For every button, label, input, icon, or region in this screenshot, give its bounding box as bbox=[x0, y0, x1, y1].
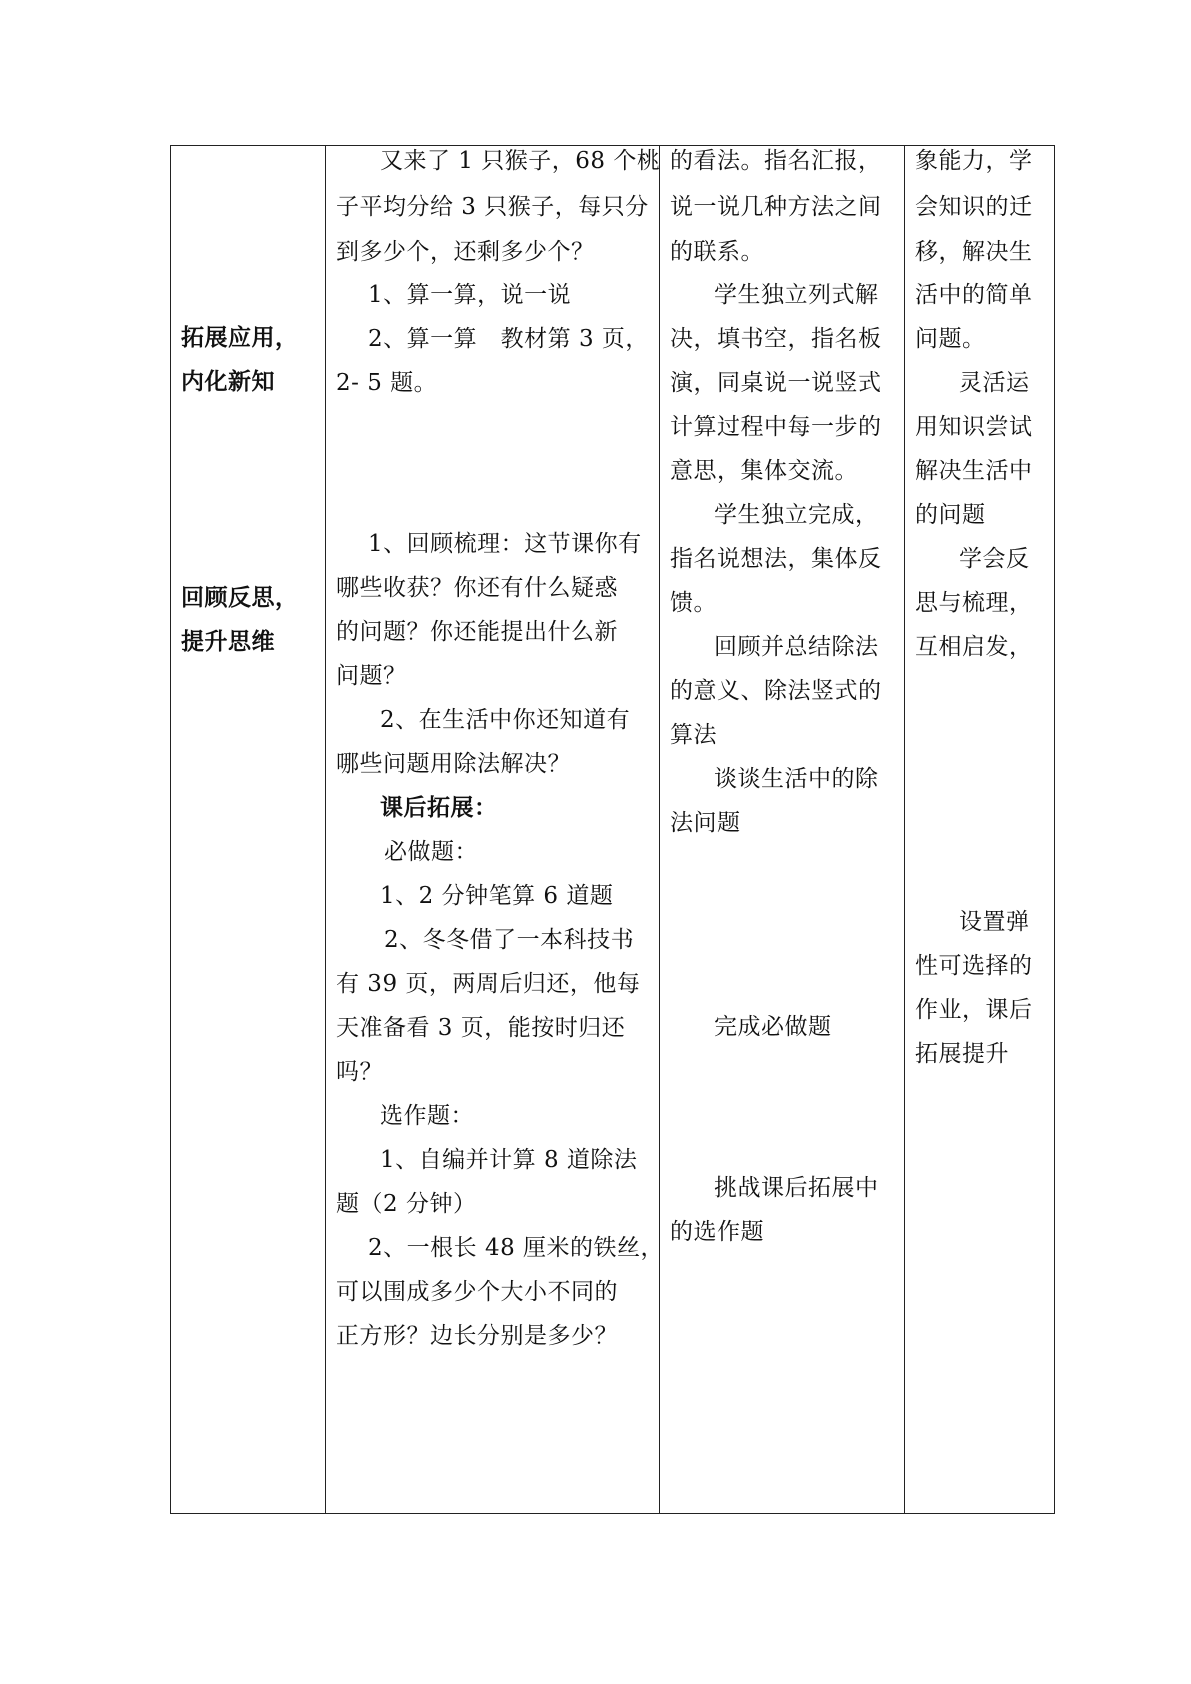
teacher-line: 的问题？你还能提出什么新 bbox=[336, 619, 618, 645]
stage-review-line1: 回顾反思， bbox=[181, 584, 299, 611]
teacher-activity-column bbox=[326, 146, 665, 1513]
student-line: 的看法。指名汇报， bbox=[670, 148, 882, 174]
student-line: 说一说几种方法之间 bbox=[670, 194, 882, 220]
intent-line: 思与梳理， bbox=[915, 590, 1033, 616]
teacher-line: 1、2 分钟笔算 6 道题 bbox=[380, 883, 614, 909]
intent-line: 问题。 bbox=[915, 326, 986, 352]
student-line: 完成必做题 bbox=[714, 1014, 832, 1040]
intent-line: 的问题 bbox=[915, 502, 986, 528]
student-line: 学生独立完成， bbox=[714, 502, 879, 528]
student-line: 的选作题 bbox=[670, 1219, 764, 1245]
intent-line: 象能力，学 bbox=[915, 148, 1033, 174]
teacher-line: 到多少个，还剩多少个？ bbox=[336, 239, 595, 265]
student-line: 的意义、除法竖式的 bbox=[670, 678, 882, 704]
student-line: 算法 bbox=[670, 722, 717, 748]
student-line: 馈。 bbox=[670, 590, 717, 616]
teacher-line: 2- 5 题。 bbox=[336, 370, 438, 396]
student-line: 决，填书空，指名板 bbox=[670, 326, 882, 352]
stage-column bbox=[171, 146, 326, 1513]
student-line: 指名说想法，集体反 bbox=[670, 546, 882, 572]
teacher-line: 子平均分给 3 只猴子，每只分 bbox=[336, 194, 649, 220]
teacher-line: 可以围成多少个大小不同的 bbox=[336, 1279, 618, 1305]
stage-extend-line2: 内化新知 bbox=[181, 368, 275, 395]
teacher-line: 2、冬冬借了一本科技书 bbox=[384, 927, 635, 953]
stage-review-line2: 提升思维 bbox=[181, 628, 275, 655]
design-intent-column bbox=[905, 146, 1056, 1513]
teacher-line: 又来了 1 只猴子，68 个桃 bbox=[380, 148, 661, 174]
student-line: 法问题 bbox=[670, 810, 741, 836]
teacher-line: 哪些收获？你还有什么疑惑 bbox=[336, 575, 618, 601]
teacher-line: 正方形？边长分别是多少？ bbox=[336, 1323, 618, 1349]
teacher-line: 哪些问题用除法解决？ bbox=[336, 751, 571, 777]
intent-line: 学会反 bbox=[959, 546, 1030, 572]
student-line: 的联系。 bbox=[670, 239, 764, 265]
student-line: 演，同桌说一说竖式 bbox=[670, 370, 882, 396]
teacher-line: 天准备看 3 页，能按时归还 bbox=[336, 1015, 626, 1041]
intent-line: 性可选择的 bbox=[915, 953, 1033, 979]
teacher-line: 有 39 页，两周后归还，他每 bbox=[336, 971, 641, 997]
teacher-line: 必做题： bbox=[384, 839, 478, 865]
student-activity-column bbox=[660, 146, 905, 1513]
intent-line: 作业，课后 bbox=[915, 997, 1033, 1023]
student-line: 谈谈生活中的除 bbox=[714, 766, 879, 792]
intent-line: 移，解决生 bbox=[915, 239, 1033, 265]
teacher-line: 吗？ bbox=[336, 1059, 383, 1085]
teacher-line: 1、回顾梳理：这节课你有 bbox=[368, 531, 642, 557]
intent-line: 解决生活中 bbox=[915, 458, 1033, 484]
intent-line: 用知识尝试 bbox=[915, 414, 1033, 440]
student-line: 回顾并总结除法 bbox=[714, 634, 879, 660]
intent-line: 会知识的迁 bbox=[915, 194, 1033, 220]
teacher-line: 1、自编并计算 8 道除法 bbox=[380, 1147, 638, 1173]
student-line: 意思，集体交流。 bbox=[670, 458, 858, 484]
student-line: 计算过程中每一步的 bbox=[670, 414, 882, 440]
intent-line: 设置弹 bbox=[959, 909, 1030, 935]
teacher-line: 选作题： bbox=[380, 1103, 474, 1129]
stage-extend-line1: 拓展应用， bbox=[181, 324, 299, 351]
teacher-line: 2、算一算 教材第 3 页， bbox=[368, 326, 649, 352]
teacher-line: 题（2 分钟） bbox=[336, 1191, 477, 1217]
teacher-line: 问题？ bbox=[336, 663, 407, 689]
intent-line: 拓展提升 bbox=[915, 1041, 1009, 1067]
lesson-plan-table bbox=[170, 145, 1055, 1514]
teacher-line: 2、在生活中你还知道有 bbox=[380, 707, 631, 733]
intent-line: 灵活运 bbox=[959, 370, 1030, 396]
intent-line: 活中的简单 bbox=[915, 282, 1033, 308]
teacher-line: 2、一根长 48 厘米的铁丝， bbox=[368, 1235, 665, 1261]
after-class-heading: 课后拓展： bbox=[380, 794, 498, 821]
student-line: 挑战课后拓展中 bbox=[714, 1175, 879, 1201]
student-line: 学生独立列式解 bbox=[714, 282, 879, 308]
intent-line: 互相启发， bbox=[915, 634, 1033, 660]
teacher-line: 1、算一算，说一说 bbox=[368, 282, 572, 308]
